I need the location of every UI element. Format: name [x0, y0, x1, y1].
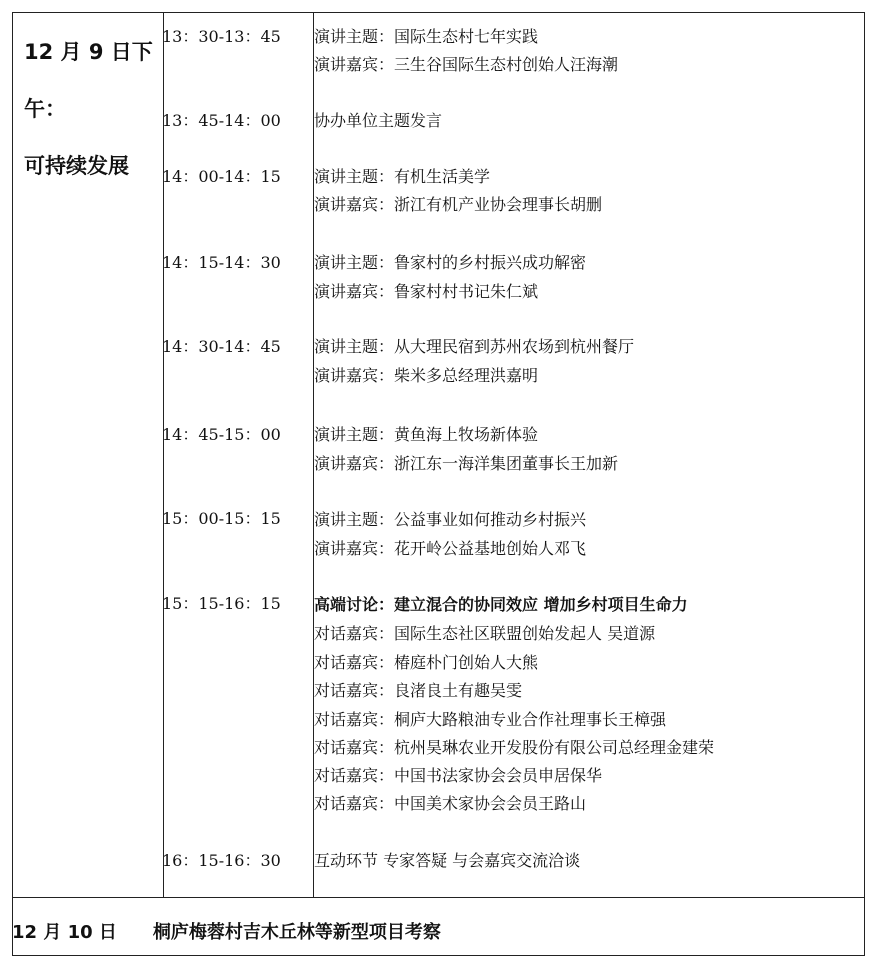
session-line: 对话嘉宾：良渚良土有趣吴雯	[314, 681, 523, 700]
session-line: 演讲嘉宾：三生谷国际生态村创始人汪海潮	[314, 55, 619, 74]
session-line: 演讲主题：公益事业如何推动乡村振兴	[314, 510, 587, 529]
session-time: 14：00-14：15	[162, 167, 281, 186]
session-line: 互动环节 专家答疑 与会嘉宾交流洽谈	[314, 851, 581, 870]
session-line: 高端讨论：建立混合的协同效应 增加乡村项目生命力	[314, 595, 688, 614]
session-time: 15：15-16：15	[162, 594, 281, 613]
session-line: 对话嘉宾：椿庭朴门创始人大熊	[314, 653, 539, 672]
session-time: 14：30-14：45	[162, 337, 281, 356]
day-cell	[12, 12, 162, 896]
session-line: 对话嘉宾：中国美术家协会会员王路山	[314, 794, 587, 813]
footer-row	[12, 918, 441, 944]
column-divider-1	[163, 13, 164, 897]
session-time: 14：45-15：00	[162, 425, 281, 444]
session-time: 16：15-16：30	[162, 851, 281, 870]
session-line: 演讲嘉宾：浙江东一海洋集团董事长王加新	[314, 454, 619, 473]
session-line: 对话嘉宾：桐庐大路粮油专业合作社理事长王樟强	[314, 710, 667, 729]
session-time: 13：30-13：45	[162, 27, 281, 46]
session-time: 14：15-14：30	[162, 253, 281, 272]
session-line: 演讲嘉宾：花开岭公益基地创始人邓飞	[314, 539, 587, 558]
session-line: 演讲嘉宾：浙江有机产业协会理事长胡删	[314, 195, 603, 214]
session-line: 演讲主题：有机生活美学	[314, 167, 491, 186]
session-line: 演讲主题：从大理民宿到苏州农场到杭州餐厅	[314, 337, 635, 356]
footer-title: 桐庐梅蓉村吉木丘林等新型项目考察	[152, 922, 441, 943]
session-line: 对话嘉宾：国际生态社区联盟创始发起人 吴道源	[314, 624, 656, 643]
session-line: 演讲主题：国际生态村七年实践	[314, 27, 539, 46]
session-line: 演讲主题：鲁家村的乡村振兴成功解密	[314, 253, 587, 272]
session-time: 13：45-14：00	[162, 111, 281, 130]
row-divider	[13, 897, 864, 898]
session-line: 演讲嘉宾：鲁家村村书记朱仁斌	[314, 282, 539, 301]
day-label-line-1: 12 月 9 日下	[24, 40, 153, 64]
session-time: 15：00-15：15	[162, 509, 281, 528]
footer-date: 12 月 10 日	[12, 922, 117, 943]
session-line: 演讲嘉宾：柴米多总经理洪嘉明	[314, 366, 539, 385]
session-line: 对话嘉宾：中国书法家协会会员申居保华	[314, 766, 603, 785]
session-line: 对话嘉宾：杭州昊琳农业开发股份有限公司总经理金建荣	[314, 738, 715, 757]
session-line: 演讲主题：黄鱼海上牧场新体验	[314, 425, 539, 444]
session-line: 协办单位主题发言	[314, 111, 443, 130]
day-label-line-3: 可持续发展	[24, 154, 129, 178]
day-label-line-2: 午：	[24, 97, 66, 121]
